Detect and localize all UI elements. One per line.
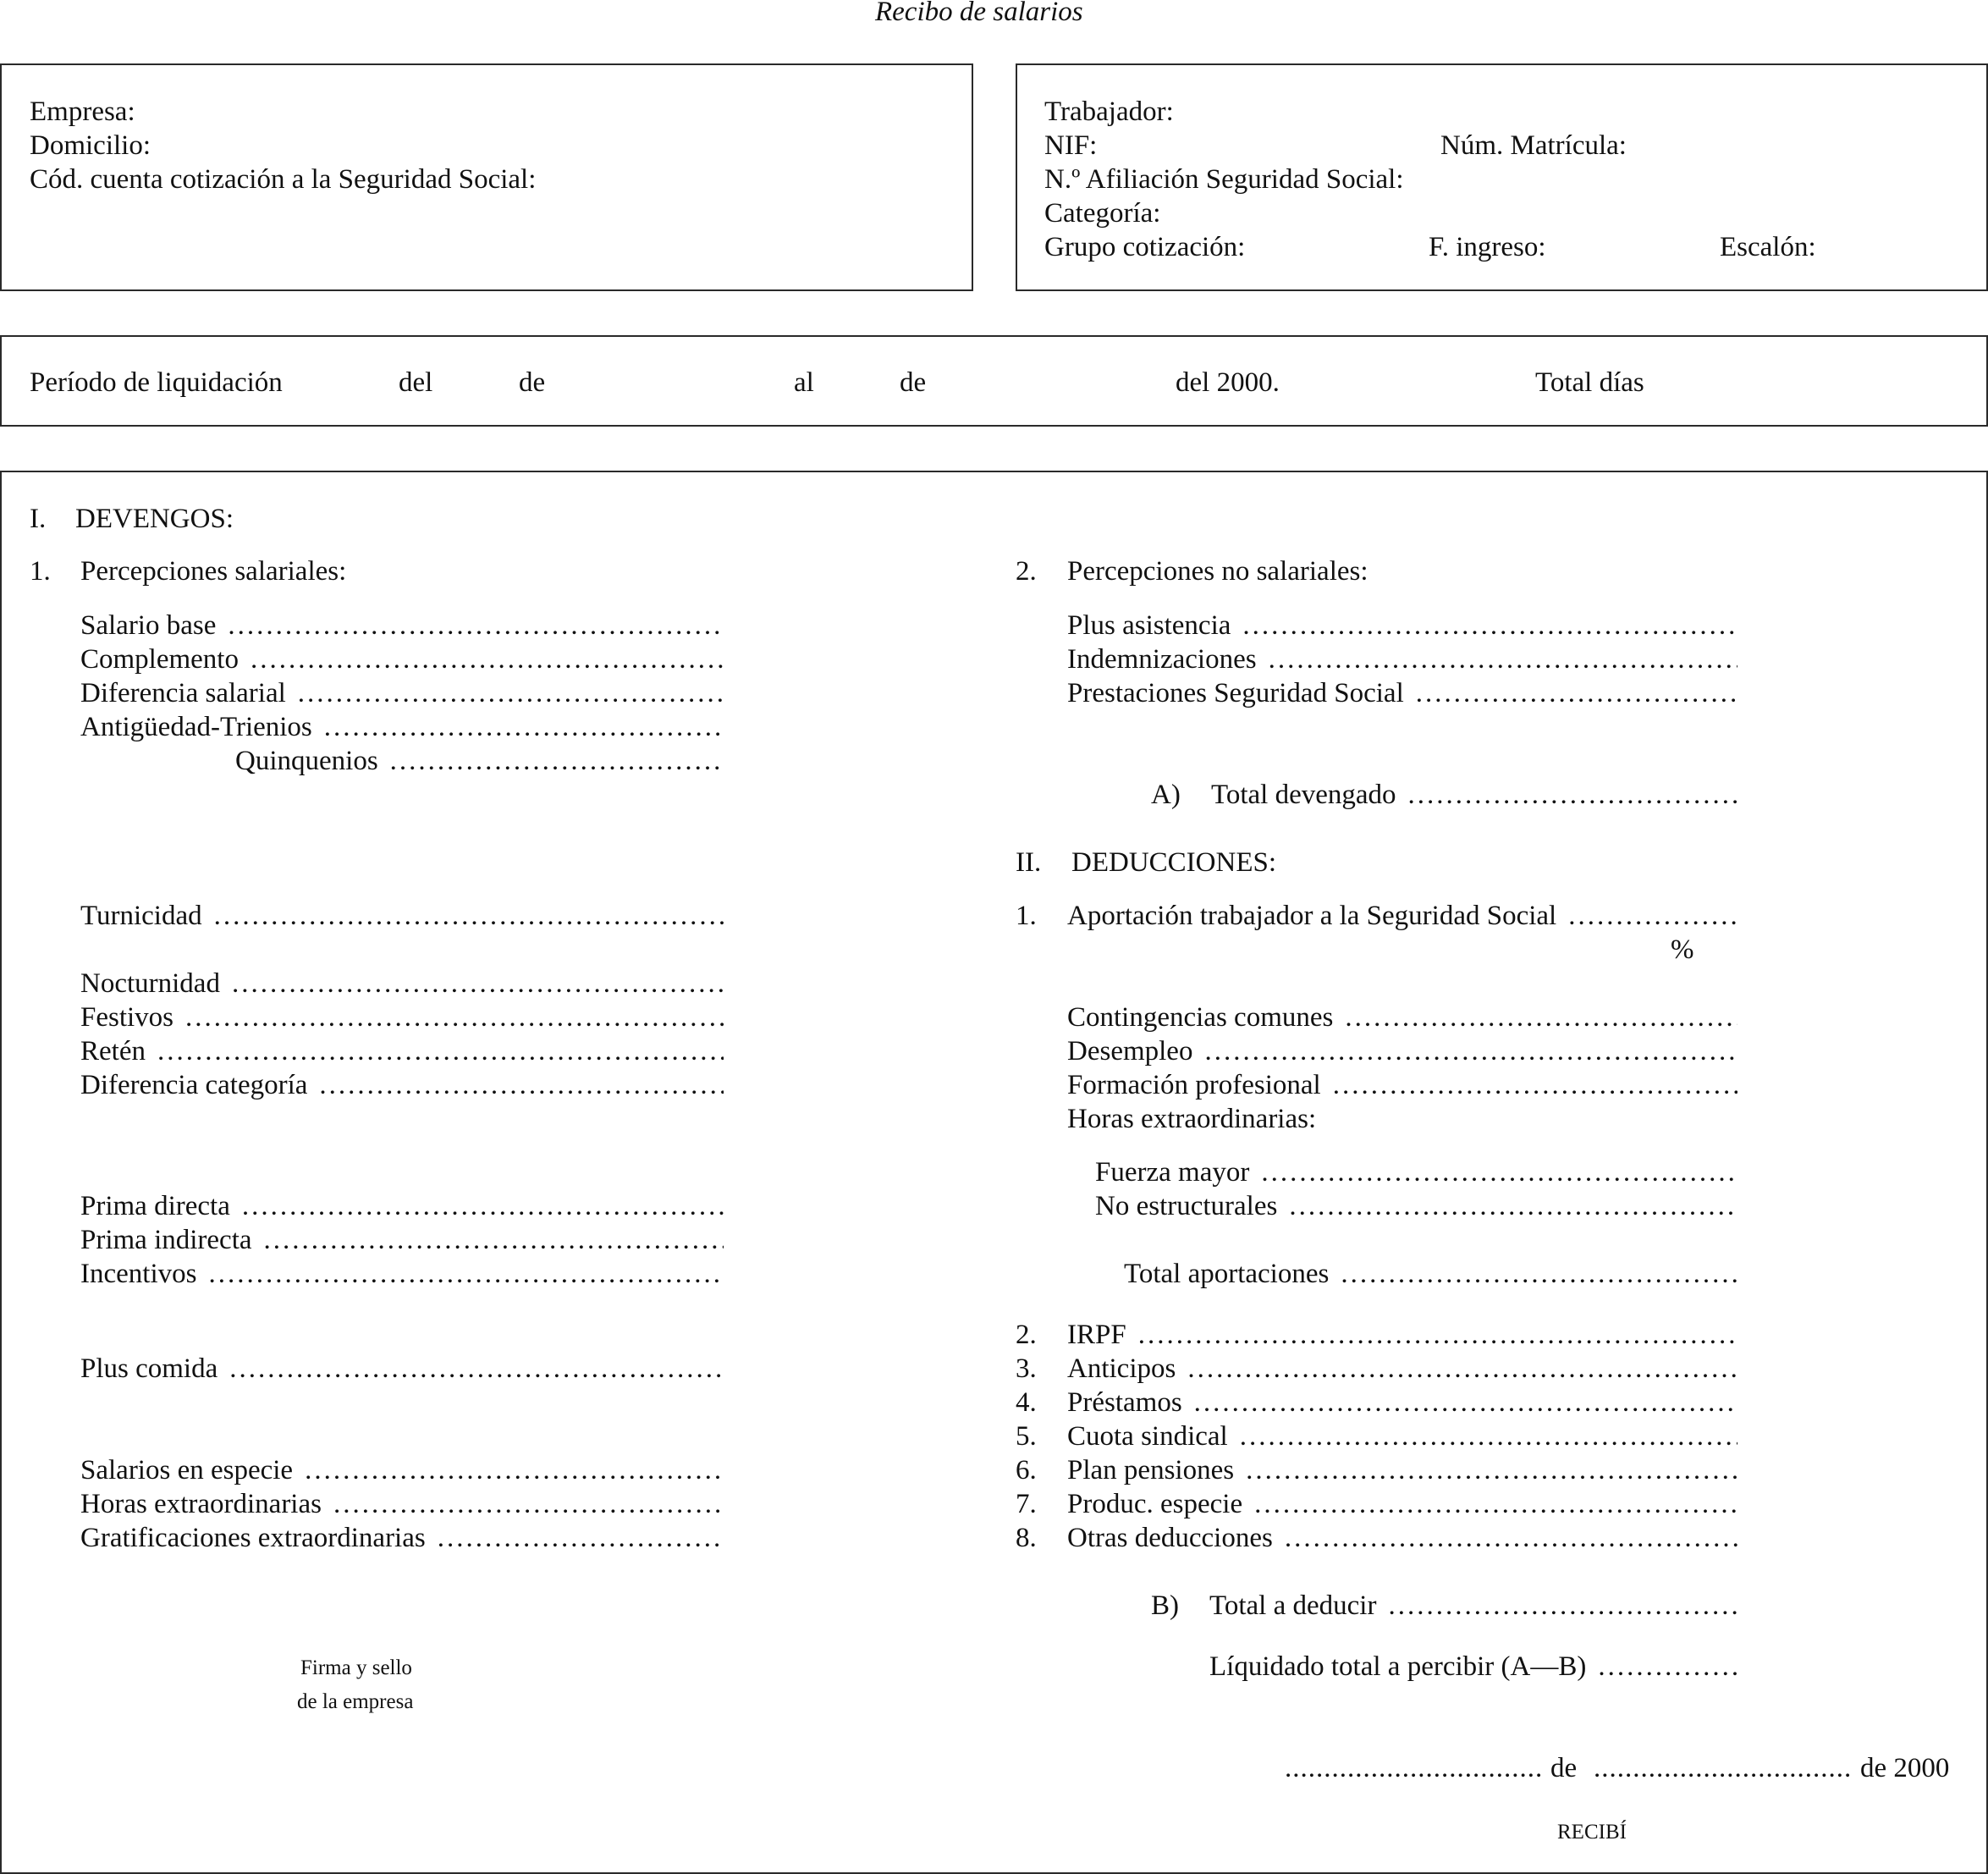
leader-dots xyxy=(1246,1457,1737,1485)
anticipos-line xyxy=(1067,1355,1737,1383)
leader-dots xyxy=(319,1072,724,1100)
prima-directa-line xyxy=(80,1193,724,1221)
formacion-line xyxy=(1067,1072,1737,1100)
leader-dots xyxy=(1242,612,1737,640)
leader-dots xyxy=(1341,1260,1737,1288)
salario-base-line xyxy=(80,612,724,640)
no-estructurales-line xyxy=(1095,1193,1737,1221)
contingencias-line xyxy=(1067,1004,1737,1032)
firma-line-2: de la empresa xyxy=(297,1690,414,1713)
horas-extraordinarias-heading: Horas extraordinarias: xyxy=(1067,1104,1317,1134)
afiliacion-label: N.º Afiliación Seguridad Social: xyxy=(1044,164,1404,195)
leader-dots xyxy=(264,1226,724,1254)
leader-dots xyxy=(324,714,724,741)
escalon-label: Escalón: xyxy=(1720,232,1816,262)
plus-asistencia-line xyxy=(1067,612,1737,640)
leader-dots xyxy=(242,1193,724,1221)
periodo-de-2: de xyxy=(900,367,927,398)
total-devengado-label: Total devengado xyxy=(1211,780,1396,810)
cuota-sindical-label: Cuota sindical xyxy=(1067,1421,1228,1452)
leader-dots xyxy=(1285,1524,1737,1552)
fecha-day-dots xyxy=(1594,1755,1853,1783)
incentivos-line xyxy=(80,1260,724,1288)
incentivos-label: Incentivos xyxy=(80,1259,197,1289)
nif-label: NIF: xyxy=(1044,130,1098,161)
leader-dots xyxy=(1416,680,1737,708)
plus-asistencia-label: Plus asistencia xyxy=(1067,610,1231,641)
document-title: Recibo de salarios xyxy=(875,0,1083,27)
liquido-line xyxy=(1209,1653,1737,1681)
total-aportaciones-label: Total aportaciones xyxy=(1124,1259,1330,1289)
total-aportaciones-line xyxy=(1124,1260,1737,1288)
fuerza-mayor-line xyxy=(1095,1159,1737,1187)
complemento-line xyxy=(80,646,724,674)
deducciones-roman: II. xyxy=(1016,847,1042,878)
leader-dots xyxy=(1408,781,1737,809)
indemnizaciones-label: Indemnizaciones xyxy=(1067,644,1257,675)
leader-dots xyxy=(298,680,724,708)
leader-dots xyxy=(1254,1491,1737,1518)
liquido-label: Líquidado total a percibir (A—B) xyxy=(1209,1651,1587,1682)
gratificaciones-label: Gratificaciones extraordinarias xyxy=(80,1523,426,1553)
desempleo-label: Desempleo xyxy=(1067,1036,1193,1067)
leader-dots xyxy=(1388,1592,1737,1620)
item-num: 3. xyxy=(1016,1353,1037,1384)
periodo-al: al xyxy=(794,367,814,398)
total-dias-label: Total días xyxy=(1535,367,1644,398)
prestamos-label: Préstamos xyxy=(1067,1387,1182,1418)
leader-dots xyxy=(1261,1159,1737,1187)
reten-line xyxy=(80,1038,724,1066)
leader-dots xyxy=(214,902,724,930)
leader-dots xyxy=(333,1491,724,1518)
prima-indirecta-line xyxy=(80,1226,724,1254)
total-devengado-letter: A) xyxy=(1151,780,1181,810)
leader-dots xyxy=(1194,1389,1737,1417)
no-salariales-title: Percepciones no salariales: xyxy=(1067,556,1368,587)
fecha-de: de xyxy=(1550,1753,1578,1783)
diferencia-salarial-line xyxy=(80,680,724,708)
no-salariales-num: 2. xyxy=(1016,556,1037,587)
cuota-sindical-line xyxy=(1067,1423,1737,1451)
leader-dots xyxy=(232,970,724,998)
aportacion-label: Aportación trabajador a la Seguridad Social xyxy=(1067,901,1557,931)
leader-dots xyxy=(390,747,724,775)
leader-dots xyxy=(1204,1038,1737,1066)
produc-especie-label: Produc. especie xyxy=(1067,1489,1243,1519)
desempleo-line xyxy=(1067,1038,1737,1066)
aportacion-num: 1. xyxy=(1016,901,1037,931)
leader-dots xyxy=(1269,646,1737,674)
fuerza-mayor-label: Fuerza mayor xyxy=(1095,1157,1250,1188)
empresa-label: Empresa: xyxy=(30,96,135,127)
devengos-roman: I. xyxy=(30,504,47,534)
leader-dots xyxy=(1598,1653,1737,1681)
nocturnidad-label: Nocturnidad xyxy=(80,968,220,999)
contingencias-label: Contingencias comunes xyxy=(1067,1002,1334,1033)
cod-cuenta-label: Cód. cuenta cotización a la Seguridad Social: xyxy=(30,164,537,195)
item-num: 8. xyxy=(1016,1523,1037,1553)
horas-extra-line xyxy=(80,1491,724,1518)
leader-dots xyxy=(1568,902,1737,930)
otras-deducciones-label: Otras deducciones xyxy=(1067,1523,1273,1553)
devengos-title: DEVENGOS: xyxy=(75,504,234,534)
leader-dots xyxy=(229,1355,724,1383)
prima-indirecta-label: Prima indirecta xyxy=(80,1225,252,1255)
plan-pensiones-line xyxy=(1067,1457,1737,1485)
prestaciones-line xyxy=(1067,680,1737,708)
item-num: 2. xyxy=(1016,1320,1037,1350)
leader-dots xyxy=(185,1004,724,1032)
festivos-line xyxy=(80,1004,724,1032)
percent-sign: % xyxy=(1671,934,1694,965)
leader-dots xyxy=(438,1524,724,1552)
total-deducir-label: Total a deducir xyxy=(1209,1590,1377,1621)
quinquenios-line xyxy=(235,747,724,775)
antiguedad-line xyxy=(80,714,724,741)
leader-dots xyxy=(1289,1193,1737,1221)
leader-dots xyxy=(157,1038,724,1066)
leader-dots xyxy=(305,1457,724,1485)
item-num: 7. xyxy=(1016,1489,1037,1519)
diferencia-categoria-label: Diferencia categoría xyxy=(80,1070,308,1100)
leader-dots xyxy=(208,1260,724,1288)
item-num: 4. xyxy=(1016,1387,1037,1418)
leader-dots xyxy=(1333,1072,1737,1100)
prestamos-line xyxy=(1067,1389,1737,1417)
total-deducir-line xyxy=(1209,1592,1737,1620)
leader-dots xyxy=(1138,1321,1737,1349)
periodo-year: del 2000. xyxy=(1176,367,1280,398)
antiguedad-label: Antigüedad-Trienios xyxy=(80,712,312,742)
total-deducir-letter: B) xyxy=(1151,1590,1179,1621)
indemnizaciones-line xyxy=(1067,646,1737,674)
salario-base-label: Salario base xyxy=(80,610,217,641)
periodo-label: Período de liquidación xyxy=(30,367,283,398)
recibi-label: RECIBÍ xyxy=(1557,1821,1627,1844)
categoria-label: Categoría: xyxy=(1044,198,1161,229)
leader-dots xyxy=(1240,1423,1737,1451)
nocturnidad-line xyxy=(80,970,724,998)
fecha-year: de 2000 xyxy=(1860,1753,1950,1783)
leader-dots xyxy=(1187,1355,1737,1383)
salariales-num: 1. xyxy=(30,556,51,587)
plan-pensiones-label: Plan pensiones xyxy=(1067,1455,1235,1485)
prima-directa-label: Prima directa xyxy=(80,1191,230,1221)
no-estructurales-label: No estructurales xyxy=(1095,1191,1278,1221)
irpf-line xyxy=(1067,1321,1737,1349)
grupo-cotizacion-label: Grupo cotización: xyxy=(1044,232,1246,262)
aportacion-line xyxy=(1067,902,1737,930)
domicilio-label: Domicilio: xyxy=(30,130,151,161)
horas-extra-label: Horas extraordinarias xyxy=(80,1489,322,1519)
plus-comida-label: Plus comida xyxy=(80,1353,218,1384)
salarios-especie-line xyxy=(80,1457,724,1485)
irpf-label: IRPF xyxy=(1067,1320,1126,1350)
salarios-especie-label: Salarios en especie xyxy=(80,1455,294,1485)
salariales-title: Percepciones salariales: xyxy=(80,556,347,587)
festivos-label: Festivos xyxy=(80,1002,174,1033)
num-matricula-label: Núm. Matrícula: xyxy=(1440,130,1627,161)
fecha-place-dots xyxy=(1285,1755,1544,1783)
periodo-del: del xyxy=(399,367,433,398)
leader-dots xyxy=(251,646,724,674)
periodo-box xyxy=(0,335,1988,427)
trabajador-label: Trabajador: xyxy=(1044,96,1174,127)
leader-dots xyxy=(228,612,724,640)
item-num: 6. xyxy=(1016,1455,1037,1485)
firma-line-1: Firma y sello xyxy=(300,1656,412,1679)
quinquenios-label: Quinquenios xyxy=(235,746,378,776)
diferencia-categoria-line xyxy=(80,1072,724,1100)
diferencia-salarial-label: Diferencia salarial xyxy=(80,678,286,708)
formacion-label: Formación profesional xyxy=(1067,1070,1321,1100)
periodo-de-1: de xyxy=(519,367,546,398)
total-devengado-line xyxy=(1211,781,1737,809)
reten-label: Retén xyxy=(80,1036,146,1067)
produc-especie-line xyxy=(1067,1491,1737,1518)
turnicidad-line xyxy=(80,902,724,930)
plus-comida-line xyxy=(80,1355,724,1383)
item-num: 5. xyxy=(1016,1421,1037,1452)
turnicidad-label: Turnicidad xyxy=(80,901,202,931)
prestaciones-label: Prestaciones Seguridad Social xyxy=(1067,678,1404,708)
complemento-label: Complemento xyxy=(80,644,239,675)
f-ingreso-label: F. ingreso: xyxy=(1429,232,1546,262)
leader-dots xyxy=(1345,1004,1737,1032)
anticipos-label: Anticipos xyxy=(1067,1353,1176,1384)
gratificaciones-line xyxy=(80,1524,724,1552)
otras-deducciones-line xyxy=(1067,1524,1737,1552)
deducciones-title: DEDUCCIONES: xyxy=(1071,847,1277,878)
